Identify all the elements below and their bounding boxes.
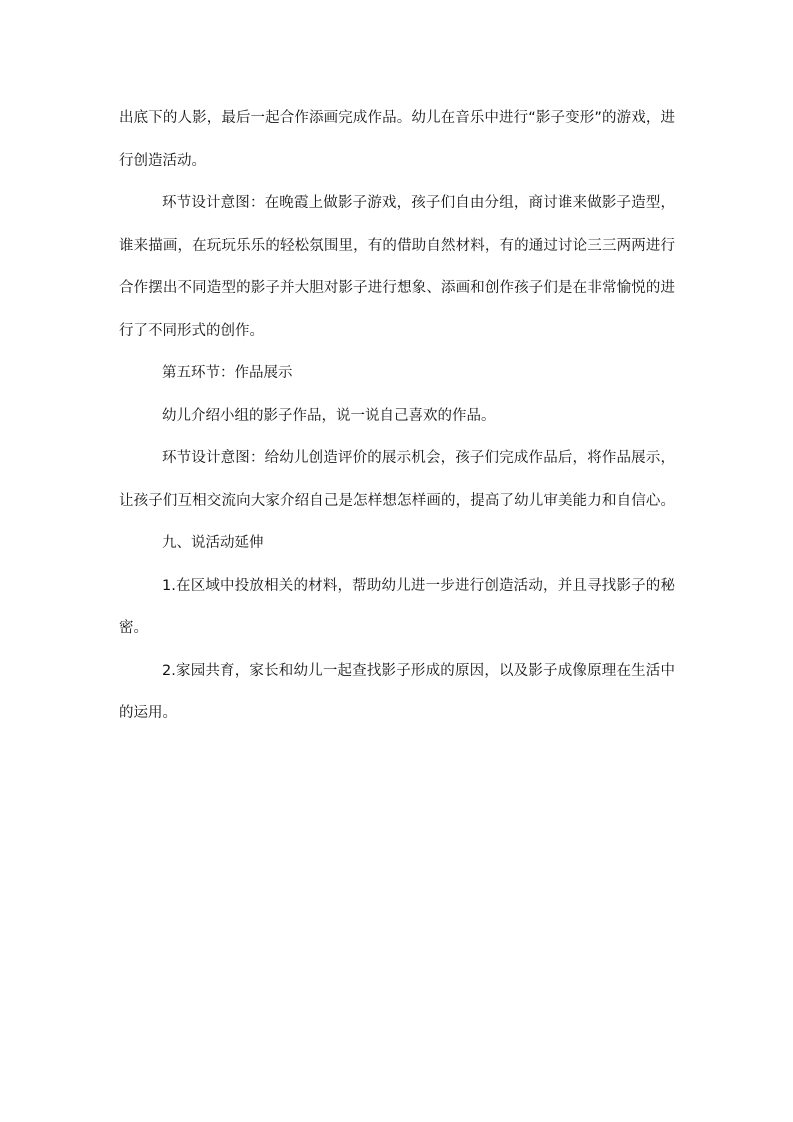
paragraph-line: 合作摆出不同造型的影子并大胆对影子进行想象、添画和创作孩子们是在非常愉悦的进 [119, 280, 675, 296]
section-heading: 九、说活动延伸 [162, 535, 264, 551]
paragraph-line: 行创造活动。 [119, 152, 206, 169]
paragraph-line: 幼儿介绍小组的影子作品，说一说自己喜欢的作品。 [162, 407, 496, 424]
paragraph-line: 环节设计意图：在晚霞上做影子游戏，孩子们自由分组，商讨谁来做影子造型， [162, 195, 675, 211]
list-item: 1.在区域中投放相关的材料，帮助幼儿进一步进行创造活动，并且寻找影子的秘 [162, 577, 675, 594]
paragraph-line: 谁来描画，在玩玩乐乐的轻松氛围里，有的借助自然材料，有的通过讨论三三两两进行 [119, 237, 675, 254]
paragraph-line: 行了不同形式的创作。 [119, 322, 264, 339]
paragraph-line: 出底下的人影，最后一起合作添画完成作品。幼儿在音乐中进行“影子变形”的游戏，进 [119, 110, 675, 126]
list-item-continuation: 的运用。 [119, 705, 177, 721]
paragraph-line: 让孩子们互相交流向大家介绍自己是怎样想怎样画的，提高了幼儿审美能力和自信心。 [119, 492, 675, 509]
list-item-continuation: 密。 [119, 620, 148, 636]
paragraph-line: 环节设计意图：给幼儿创造评价的展示机会，孩子们完成作品后，将作品展示， [162, 450, 675, 466]
list-item: 2.家园共育，家长和幼儿一起查找影子形成的原因，以及影子成像原理在生活中 [162, 662, 675, 679]
section-heading: 第五环节：作品展示 [162, 365, 293, 381]
document-body [119, 104, 675, 742]
